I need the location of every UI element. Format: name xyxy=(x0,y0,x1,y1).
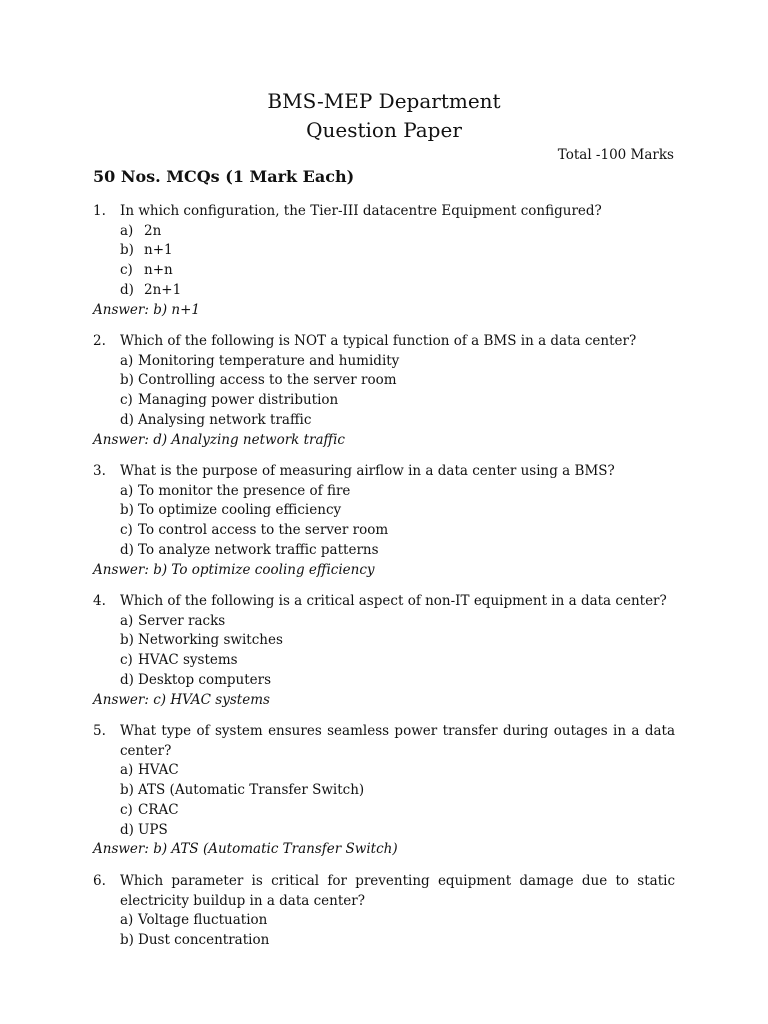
question-number: 6. xyxy=(93,873,106,889)
question-text: What is the purpose of measuring airflow in a data center using a BMS? xyxy=(120,463,615,479)
option-label: a) xyxy=(120,612,134,629)
option-label: b) xyxy=(120,932,134,949)
option-a xyxy=(93,761,675,781)
option-b xyxy=(93,781,675,801)
option-label: b) xyxy=(120,242,134,259)
option-d xyxy=(93,821,675,841)
option-text: To monitor the presence of fire xyxy=(138,482,351,499)
option-label: c) xyxy=(120,262,133,279)
option-label: b) xyxy=(120,782,134,799)
option-b xyxy=(93,371,675,391)
option-text: 2n+1 xyxy=(144,281,182,298)
option-text: HVAC xyxy=(138,762,179,779)
option-d xyxy=(93,671,675,691)
option-text: n+1 xyxy=(144,242,173,259)
answer-line: Answer: c) HVAC systems xyxy=(93,691,270,708)
question-3 xyxy=(93,462,675,580)
option-label: c) xyxy=(120,652,133,669)
total-marks: Total -100 Marks xyxy=(557,147,674,163)
option-a xyxy=(93,482,675,502)
option-label: b) xyxy=(120,372,134,389)
question-text: Which of the following is a critical aspect of non-IT equipment in a data center? xyxy=(120,593,667,609)
option-text: Controlling access to the server room xyxy=(138,372,397,389)
option-label: d) xyxy=(120,411,134,428)
option-text: UPS xyxy=(138,821,168,838)
option-a xyxy=(93,612,675,632)
option-text: Analysing network traffic xyxy=(138,411,312,428)
option-label: d) xyxy=(120,671,134,688)
paper-title: Question Paper xyxy=(306,118,462,142)
option-text: To optimize cooling efficiency xyxy=(138,502,342,519)
option-text: HVAC systems xyxy=(138,652,238,669)
option-text: CRAC xyxy=(138,801,179,818)
option-a xyxy=(93,222,675,242)
question-6 xyxy=(93,872,675,951)
question-number: 3. xyxy=(93,463,106,479)
option-label: d) xyxy=(120,821,134,838)
option-c xyxy=(93,391,675,411)
option-label: d) xyxy=(120,281,134,298)
option-label: a) xyxy=(120,222,134,239)
option-b xyxy=(93,931,675,951)
option-c xyxy=(93,521,675,541)
option-label: d) xyxy=(120,541,134,558)
option-text: To control access to the server room xyxy=(138,522,389,539)
option-b xyxy=(93,241,675,261)
question-text: Which parameter is critical for preventing equipment damage due to static electricity buildup in a data center? xyxy=(120,873,675,909)
question-text: What type of system ensures seamless power transfer during outages in a data center? xyxy=(120,723,675,759)
question-number: 2. xyxy=(93,333,106,349)
answer-line: Answer: b) ATS (Automatic Transfer Switch) xyxy=(93,841,398,858)
question-4 xyxy=(93,592,675,710)
option-text: To analyze network traffic patterns xyxy=(138,541,379,558)
option-text: Voltage fluctuation xyxy=(138,912,268,929)
option-label: a) xyxy=(120,912,134,929)
option-text: Managing power distribution xyxy=(138,392,339,409)
option-a xyxy=(93,352,675,372)
option-text: Dust concentration xyxy=(138,932,270,949)
option-label: a) xyxy=(120,762,134,779)
option-label: c) xyxy=(120,392,133,409)
question-number: 1. xyxy=(93,203,106,219)
option-label: c) xyxy=(120,801,133,818)
question-2 xyxy=(93,332,675,450)
option-text: Monitoring temperature and humidity xyxy=(138,352,400,369)
option-b xyxy=(93,501,675,521)
department-title: BMS-MEP Department xyxy=(267,89,501,113)
option-label: b) xyxy=(120,502,134,519)
answer-line: Answer: d) Analyzing network traffic xyxy=(93,431,345,448)
option-d xyxy=(93,281,675,301)
option-label: c) xyxy=(120,522,133,539)
section-heading: 50 Nos. MCQs (1 Mark Each) xyxy=(93,167,355,186)
question-text: Which of the following is NOT a typical function of a BMS in a data center? xyxy=(120,333,637,349)
option-d xyxy=(93,541,675,561)
option-text: ATS (Automatic Transfer Switch) xyxy=(138,782,365,799)
option-a xyxy=(93,911,675,931)
question-1 xyxy=(93,202,675,320)
option-text: n+n xyxy=(144,262,173,279)
question-number: 5. xyxy=(93,723,106,739)
option-text: Desktop computers xyxy=(138,671,272,688)
question-5 xyxy=(93,722,675,860)
option-label: b) xyxy=(120,632,134,649)
option-c xyxy=(93,801,675,821)
option-text: 2n xyxy=(144,222,162,239)
option-text: Server racks xyxy=(138,612,226,629)
question-number: 4. xyxy=(93,593,106,609)
option-b xyxy=(93,631,675,651)
answer-line: Answer: b) To optimize cooling efficiency xyxy=(93,561,375,578)
option-label: a) xyxy=(120,352,134,369)
option-c xyxy=(93,261,675,281)
option-label: a) xyxy=(120,482,134,499)
option-text: Networking switches xyxy=(138,632,283,649)
answer-line: Answer: b) n+1 xyxy=(93,301,201,318)
option-c xyxy=(93,651,675,671)
question-text: In which configuration, the Tier-III datacentre Equipment configured? xyxy=(120,203,602,219)
option-d xyxy=(93,411,675,431)
